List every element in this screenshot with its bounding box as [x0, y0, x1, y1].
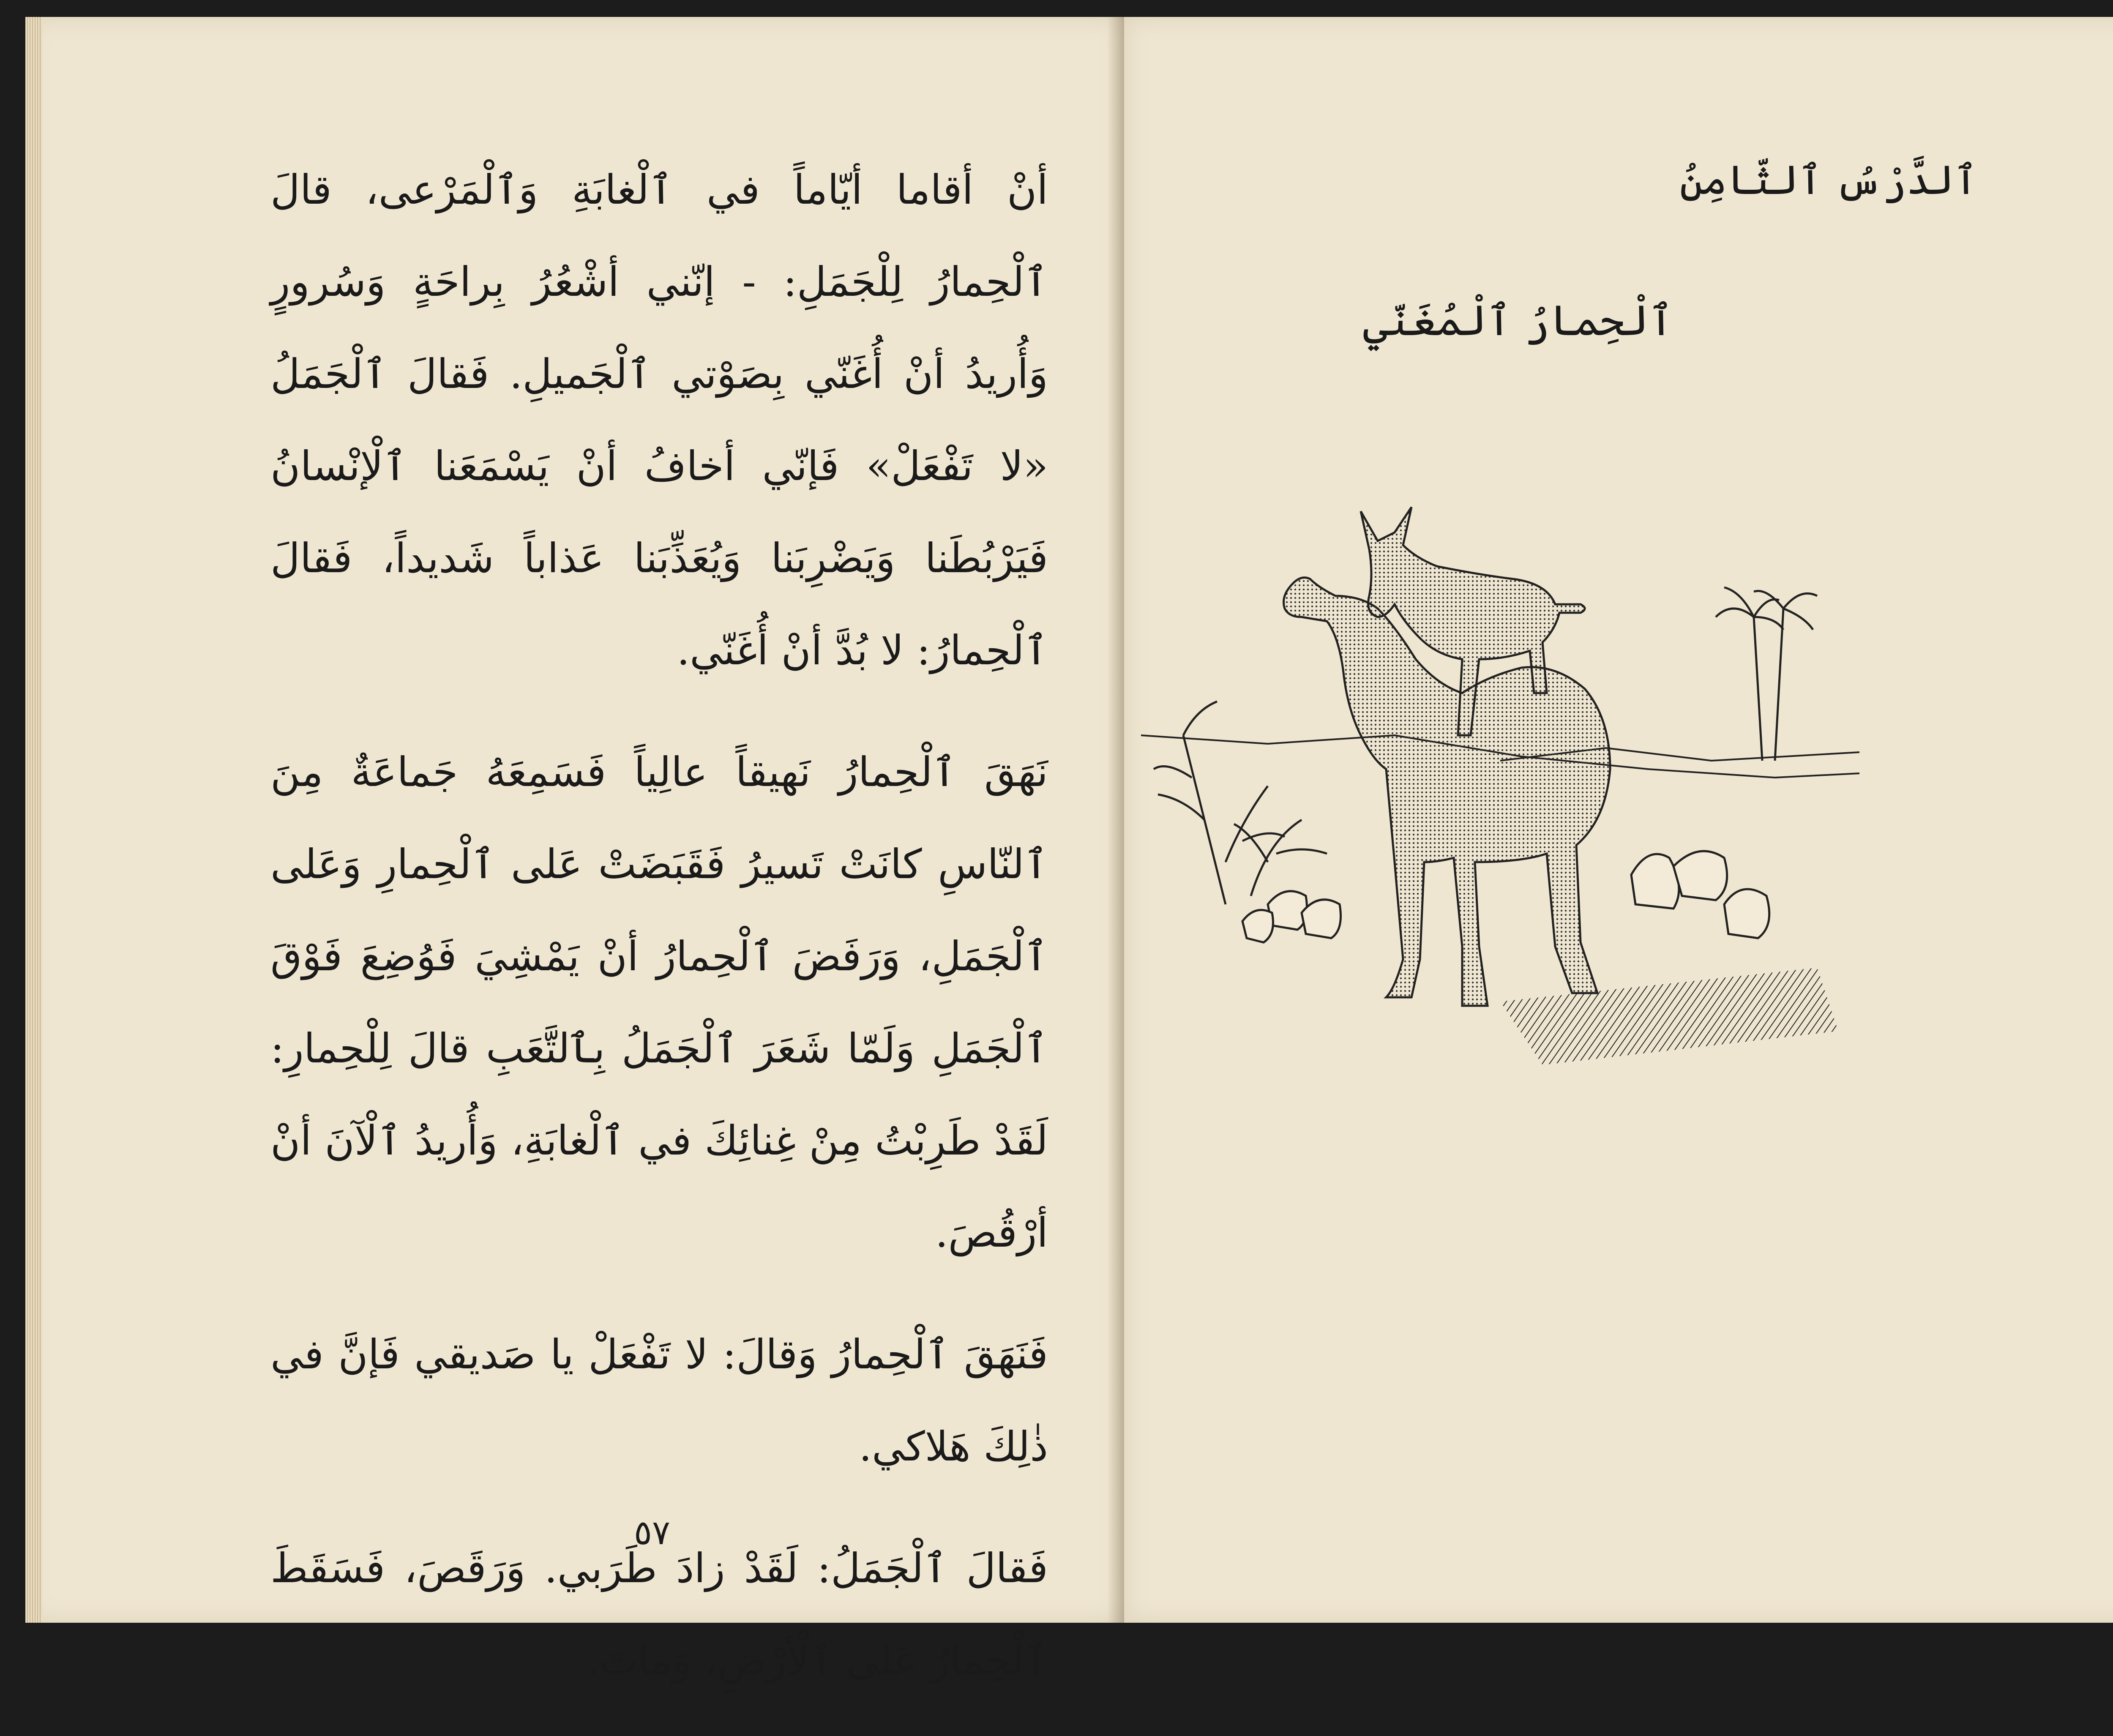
- plants-left: [1154, 701, 1327, 904]
- camel-donkey-illustration: [1141, 439, 1859, 1107]
- open-book: [25, 17, 2113, 1684]
- left-page: [25, 17, 1125, 1684]
- rocks-right: [1631, 851, 1769, 938]
- paragraph-3: فَنَهَقَ ٱلْحِمارُ وَقالَ: لا تَفْعَلْ يا صَديقي فَإنَّ في ذٰلِكَ هَلاكي.: [270, 1331, 1048, 1470]
- left-page-text: [270, 144, 1048, 1736]
- ground-shadow: [1500, 968, 1838, 1065]
- lesson-title: ٱلدَّرْسُ ٱلثّامِنُ: [1679, 156, 1978, 204]
- page-number-left: ٥٧: [634, 1513, 670, 1552]
- rocks-left: [1242, 891, 1341, 942]
- palm-trees-right: [1716, 587, 1817, 761]
- paragraph-2: نَهَقَ ٱلْحِمارُ نَهيقاً عالِياً فَسَمِعَهُ جَماعَةٌ مِنَ ٱلنّاسِ كانَتْ تَسيرُ فَقَبَضَتْ عَلى ٱلْحِمارِ وَعَلى ٱلْجَمَلِ، وَرَفَضَ ٱلْحِمارُ أنْ يَمْشِيَ فَوُضِعَ فَوْقَ ٱلْجَمَلِ وَلَمّا شَعَرَ ٱلْجَمَلُ بِٱلتَّعَبِ قالَ لِلْحِمارِ: لَقَدْ طَرِبْتُ مِنْ غِنائِكَ في ٱلْغابَةِ، وَأُريدُ ٱلْآنَ أنْ أرْقُصَ.: [270, 748, 1048, 1256]
- page-edges-left: [25, 17, 42, 1623]
- paragraph-4: فَقالَ ٱلْجَمَلُ: لَقَدْ زادَ طَرَبي. وَرَقَصَ، فَسَقَطَ ٱلْحِمارُ عَلى ٱلْأرْضِ، وَماتَ.: [270, 1545, 1048, 1684]
- story-title: ٱلْحِمارُ ٱلْمُغَنّي: [1363, 296, 1673, 345]
- paragraph-1: أنْ أقاما أيّاماً في ٱلْغابَةِ وَٱلْمَرْعى، قالَ ٱلْحِمارُ لِلْجَمَلِ: - إنّني أشْعُرُ بِراحَةٍ وَسُرورٍ وَأُريدُ أنْ أُغَنّي بِصَوْتي ٱلْجَميلِ. فَقالَ ٱلْجَمَلُ «لا تَفْعَلْ» فَإنّي أخافُ أنْ يَسْمَعَنا ٱلْإنْسانُ فَيَرْبُطَنا وَيَضْرِبَنا وَيُعَذِّبَنا عَذاباً شَديداً، فَقالَ ٱلْحِمارُ: لا بُدَّ أنْ أُغَنّي.: [270, 166, 1048, 674]
